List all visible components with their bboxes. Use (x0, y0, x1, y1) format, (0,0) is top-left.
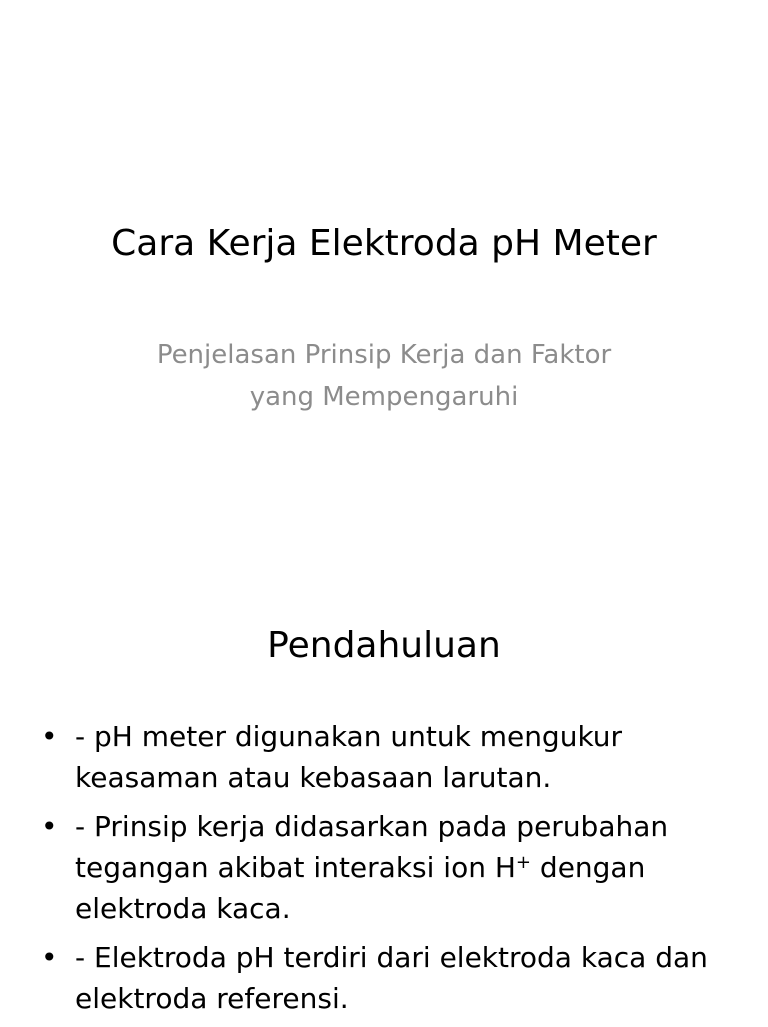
bullet-item (38, 937, 718, 1019)
bullet-list (38, 716, 718, 1027)
bullet-text-line: keasaman atau kebasaan larutan. (75, 761, 552, 794)
bullet-text-line: tegangan akibat interaksi ion H (75, 851, 516, 884)
bullet-text-line: dengan (531, 851, 646, 884)
subtitle-line-2: yang Mempengaruhi (249, 382, 519, 412)
superscript-plus: + (515, 852, 532, 873)
bullet-dot-icon: • (41, 941, 58, 974)
subtitle-line-1: Penjelasan Prinsip Kerja dan Faktor (156, 340, 612, 370)
slide-pendahuluan (0, 576, 768, 1024)
bullet-text-line: - Prinsip kerja didasarkan pada perubahan (75, 810, 669, 843)
bullet-item (38, 716, 718, 798)
bullet-text-line: elektroda kaca. (75, 892, 291, 925)
bullet-text-line: - Elektroda pH terdiri dari elektroda kaca dan (75, 941, 708, 974)
bullet-dot-icon: • (41, 810, 58, 843)
bullet-text-line: - pH meter digunakan untuk mengukur (75, 720, 623, 753)
bullet-text-line: elektroda referensi. (75, 982, 349, 1015)
bullet-item (38, 806, 718, 929)
slide-subtitle (114, 334, 654, 418)
slide-heading: Pendahuluan (267, 625, 501, 666)
slide-title-heading: Cara Kerja Elektroda pH Meter (111, 223, 657, 264)
bullet-dot-icon: • (41, 720, 58, 753)
